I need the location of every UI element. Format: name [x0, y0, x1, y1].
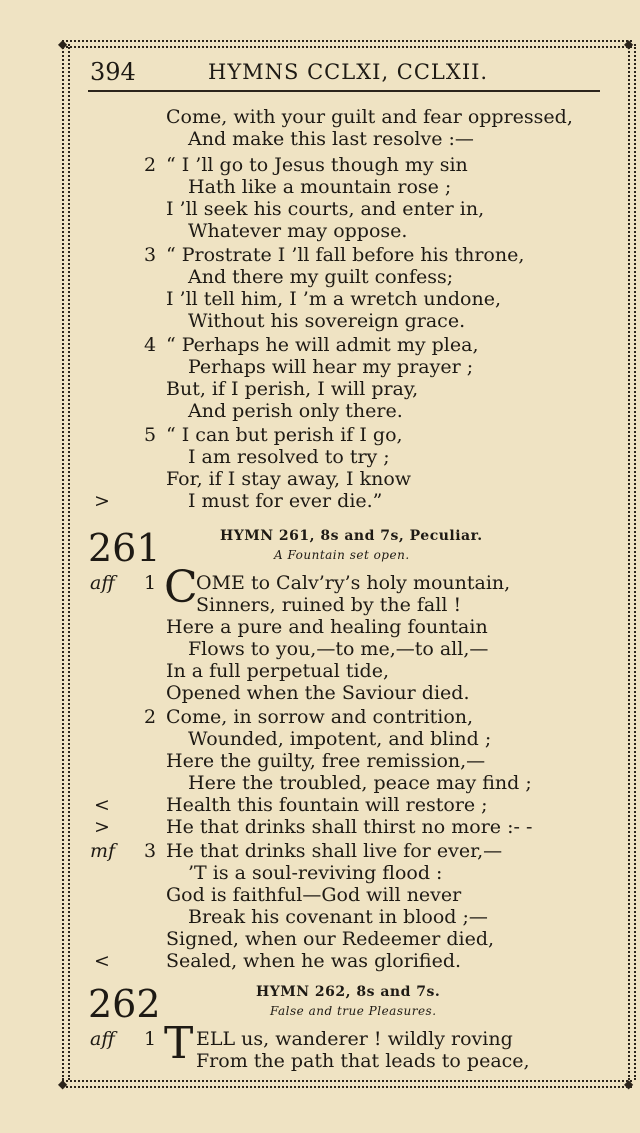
corner-ornament: ◆	[624, 37, 634, 51]
hymn-line: I must for ever die.”	[188, 490, 383, 512]
hymn-line: “ Prostrate I ’ll fall before his throne,	[166, 244, 525, 266]
dynamic-mark: >	[94, 816, 110, 838]
verse-number: 1	[144, 1028, 157, 1050]
hymn-line: In a full perpetual tide,	[166, 660, 389, 682]
hymn-line: Without his sovereign grace.	[188, 310, 466, 332]
hymn-line: Here the troubled, peace may find ;	[188, 772, 532, 794]
hymn-line: Flows to you,—to me,—to all,—	[188, 638, 489, 660]
hymn-line: Opened when the Saviour died.	[166, 682, 470, 704]
border-right	[628, 44, 636, 1080]
verse-number: 3	[144, 244, 157, 266]
hymn-line: I ’ll seek his courts, and enter in,	[166, 198, 485, 220]
corner-ornament: ◆	[624, 1077, 634, 1091]
hymn-line: Come, with your guilt and fear oppressed,	[166, 106, 573, 128]
hymn-line: “ Perhaps he will admit my plea,	[166, 334, 479, 356]
dynamic-mark: <	[94, 950, 110, 972]
hymn-line: And make this last resolve :—	[188, 128, 474, 150]
corner-ornament: ◆	[58, 1077, 68, 1091]
hymn-line: “ I ’ll go to Jesus though my sin	[166, 154, 468, 176]
hymn-line: Wounded, impotent, and blind ;	[188, 728, 492, 750]
hymn-line: Here the guilty, free remission,—	[166, 750, 486, 772]
header-rule	[88, 90, 600, 92]
hymn-line: For, if I stay away, I know	[166, 468, 412, 490]
hymn-number: 261	[88, 526, 161, 570]
page-number: 394	[90, 58, 136, 86]
dynamic-mark: >	[94, 490, 110, 512]
hymn-title: HYMN 262, 8s and 7s.	[256, 984, 441, 1000]
hymn-line: ’T is a soul-reviving flood :	[188, 862, 443, 884]
hymn-subtitle: False and true Pleasures.	[270, 1004, 437, 1018]
verse-number: 2	[144, 154, 157, 176]
verse-number: 5	[144, 424, 157, 446]
hymn-line: “ I can but perish if I go,	[166, 424, 403, 446]
border-bottom	[62, 1077, 634, 1091]
hymn-line: And there my guilt confess;	[188, 266, 454, 288]
dynamic-mark: aff	[90, 572, 115, 594]
hymn-line: Hath like a mountain rose ;	[188, 176, 452, 198]
hymn-line: Whatever may oppose.	[188, 220, 408, 242]
drop-cap: C	[164, 562, 198, 613]
hymn-line: Sinners, ruined by the fall !	[196, 594, 462, 616]
running-title: HYMNS CCLXI, CCLXII.	[208, 60, 489, 84]
hymn-subtitle: A Fountain set open.	[274, 548, 410, 562]
page-header	[88, 58, 608, 90]
border-left	[62, 44, 70, 1080]
hymn-line: OME to Calv’ry’s holy mountain,	[196, 572, 511, 594]
hymn-line: He that drinks shall thirst no more :- -	[166, 816, 533, 838]
drop-cap: T	[164, 1018, 194, 1069]
hymn-line: He that drinks shall live for ever,—	[166, 840, 503, 862]
hymn-line: I ’ll tell him, I ’m a wretch undone,	[166, 288, 502, 310]
hymn-line: But, if I perish, I will pray,	[166, 378, 419, 400]
dynamic-mark: aff	[90, 1028, 115, 1050]
dynamic-mark: <	[94, 794, 110, 816]
hymn-line: Break his covenant in blood ;—	[188, 906, 488, 928]
hymn-line: I am resolved to try ;	[188, 446, 390, 468]
hymn-line: And perish only there.	[188, 400, 403, 422]
verse-number: 3	[144, 840, 157, 862]
verse-number: 2	[144, 706, 157, 728]
hymn-line: Here a pure and healing fountain	[166, 616, 488, 638]
hymn-line: Health this fountain will restore ;	[166, 794, 488, 816]
dynamic-mark: mf	[90, 840, 116, 862]
verse-number: 1	[144, 572, 157, 594]
verse-number: 4	[144, 334, 157, 356]
hymn-line: Perhaps will hear my prayer ;	[188, 356, 474, 378]
hymn-line: Come, in sorrow and contrition,	[166, 706, 474, 728]
border-top	[62, 37, 634, 51]
hymn-line: From the path that leads to peace,	[196, 1050, 530, 1072]
hymn-number: 262	[88, 982, 161, 1026]
hymn-line: ELL us, wanderer ! wildly roving	[196, 1028, 513, 1050]
hymn-line: Sealed, when he was glorified.	[166, 950, 462, 972]
corner-ornament: ◆	[58, 37, 68, 51]
hymn-line: God is faithful—God will never	[166, 884, 462, 906]
hymn-title: HYMN 261, 8s and 7s, Peculiar.	[220, 528, 483, 544]
hymn-line: Signed, when our Redeemer died,	[166, 928, 495, 950]
